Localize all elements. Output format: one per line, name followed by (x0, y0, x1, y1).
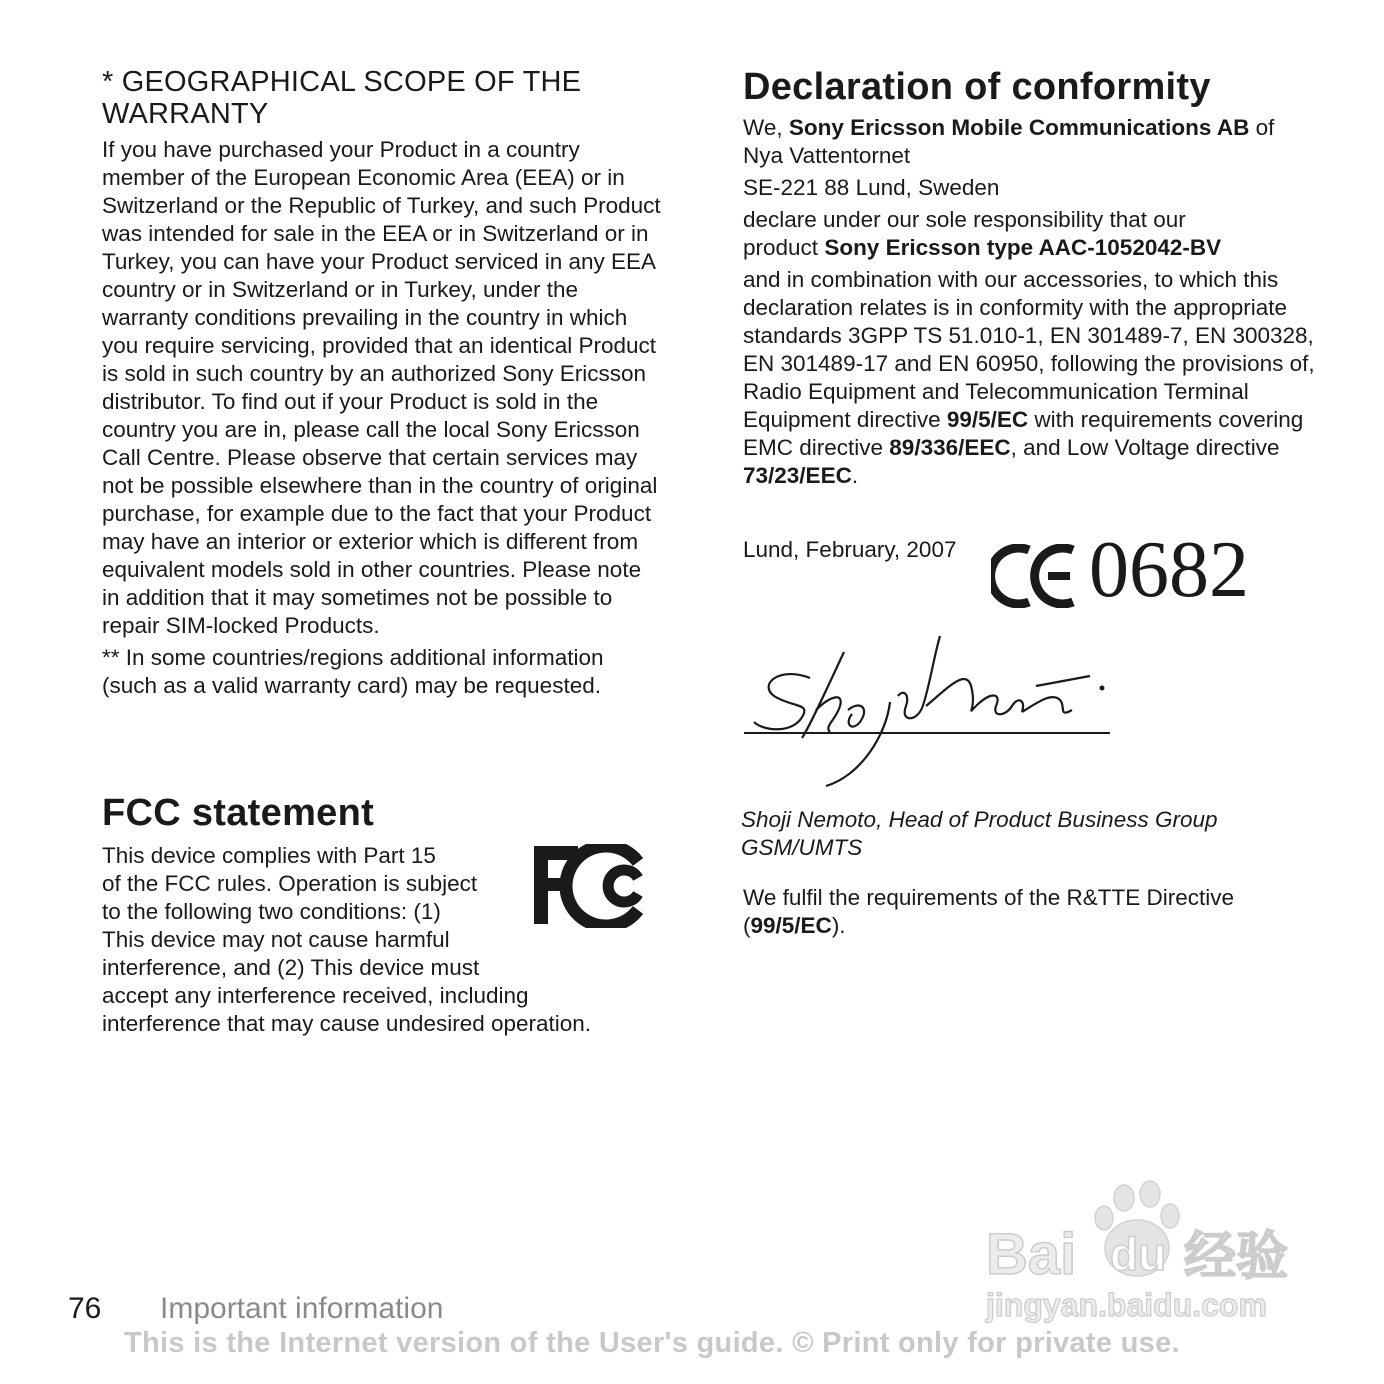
fcc-line: interference that may cause undesired operation. (102, 1011, 592, 1036)
watermark-brand-cn: 经验 (1184, 1227, 1289, 1287)
directive-1: 99/5/EC (946, 407, 1029, 432)
watermark-brand-2: du (1110, 1228, 1167, 1280)
directive-2: 89/336/EEC (889, 435, 1011, 460)
fcc-line: of the FCC rules. Operation is subject (102, 871, 478, 896)
watermark-brand: Bai (986, 1222, 1077, 1287)
watermark-url: jingyan.baidu.com (986, 1287, 1267, 1323)
warranty-scope-heading: * GEOGRAPHICAL SCOPE OF THE WARRANTY (102, 66, 582, 130)
directive-3: 73/23/EEC (743, 463, 852, 488)
ce-row (743, 526, 1303, 616)
right-column (743, 66, 1323, 490)
declare-line: declare under our sole responsibility that our (743, 207, 1186, 232)
fcc-line: This device complies with Part 15 (102, 843, 436, 868)
notified-body-number: 0682 (1089, 526, 1249, 614)
product-type: Sony Ericsson type AAC-1052042-BV (824, 235, 1222, 260)
baidu-watermark (980, 1178, 1310, 1328)
signer-caption: Shoji Nemoto, Head of Product Business Group GSM/UMTS (741, 807, 1218, 860)
fcc-line: This device may not cause harmful (102, 927, 450, 952)
internet-version-note: This is the Internet version of the User's guide. © Print only for private use. (124, 1327, 1180, 1359)
fcc-line: to the following two conditions: (1) (102, 899, 441, 924)
declaration-heading: Declaration of conformity (743, 66, 1211, 108)
warranty-scope-body: If you have purchased your Product in a country member of the European Economic Area (EEA) or in Switzerland or the Republic of Turkey, and such Product was intended for sale in the EEA or in Switzerland or in Turkey, you can have your Product serviced in any EEA country or in Switzerland or in Turkey, under the warranty conditions prevailing in the country in which you require servicing, provided that an identical Product is sold in such country by an authorized Sony Ericsson distributor. To find out if your Product is sold in the country you are in, please call the local Sony Ericsson Call Centre. Please observe that certain services may not be possible elsewhere than in the country of original purchase, for example due to the fact that your Product may have an interior or exterior which is different from equivalent models sold in other countries. Please note in addition that it may sometimes not be possible to repair SIM-locked Products. (102, 137, 661, 638)
address-line-2: SE-221 88 Lund, Sweden (743, 175, 1000, 200)
fcc-line: accept any interference received, including (102, 983, 529, 1008)
fcc-heading: FCC statement (102, 792, 375, 834)
fcc-logo-icon (534, 844, 646, 928)
declaration-date: Lund, February, 2007 (743, 537, 957, 562)
signature-icon (740, 626, 1120, 796)
conformity-body: and in combination with our accessories, to which this declaration relates is in conformity with the appropriate standards 3GPP TS 51.010-1, EN 301489-7, EN 300328, EN 301489-17 and EN 60950, following the provisions of, Radio Equipment and Telecommunication Terminal Equipment directive 99/5/EC with requirements covering EMC directive 89/336/EEC, and Low Voltage directive 73/23/EEC. (743, 267, 1315, 488)
warranty-footnote: ** In some countries/regions additional information (such as a valid warranty card) may be requested. (102, 645, 604, 698)
ce-mark-icon (991, 544, 1081, 608)
rtte-statement: We fulfil the requirements of the R&TTE Directive (99/5/EC). (743, 885, 1235, 938)
fcc-body (102, 842, 662, 1038)
declaration-company-line: We, Sony Ericsson Mobile Communications AB of (743, 115, 1275, 140)
fcc-section (102, 792, 662, 1038)
fcc-line: interference, and (2) This device must (102, 955, 480, 980)
page-number: 76 (68, 1292, 102, 1325)
rtte-directive: 99/5/EC (750, 913, 832, 938)
left-column (102, 66, 662, 700)
company-name: Sony Ericsson Mobile Communications AB (788, 115, 1250, 140)
section-name: Important information (160, 1292, 444, 1325)
product-line: product Sony Ericsson type AAC-1052042-BV (743, 235, 1222, 260)
address-line-1: Nya Vattentornet (743, 143, 911, 168)
